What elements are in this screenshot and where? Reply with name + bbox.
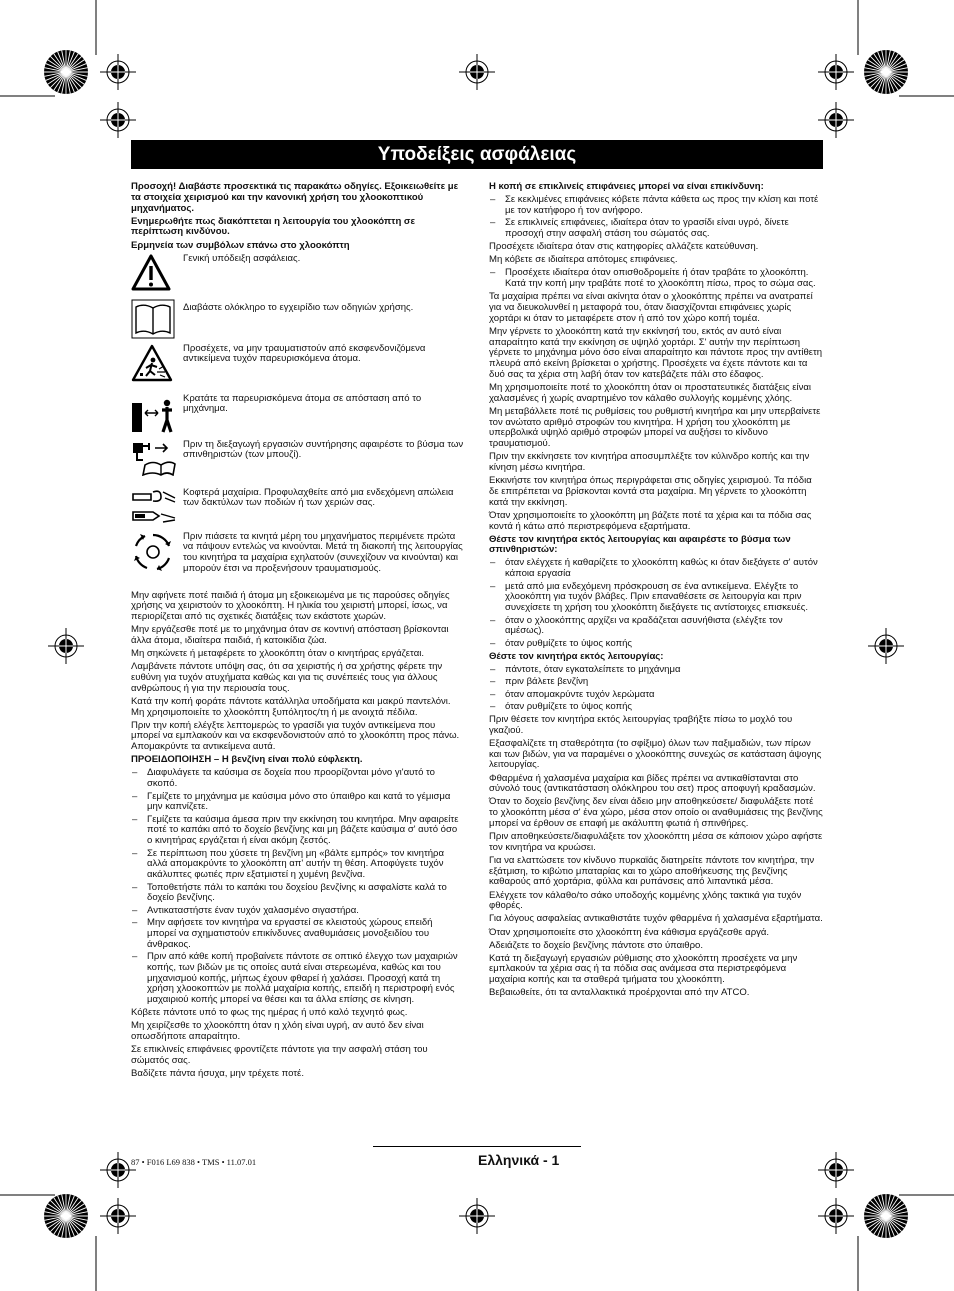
- list-item: – Διαφυλάγετε τα καύσιμα σε δοχεία που προορίζονται μόνο γι'αυτό το σκοπό.: [131, 768, 464, 790]
- list-item: – πριν βάλετε βενζίνη: [489, 677, 823, 688]
- intro-warning: Προσοχή! Διαβάστε προσεκτικά τις παρακάτω οδηγίες. Εξοικειωθείτε με τα στοιχεία χειρισμού και την κανονική χρήση του χλοοκοπτικού μηχανήματος.: [131, 181, 459, 214]
- list-item: – Τοποθετήστε πάλι το καπάκι του δοχείου βενζίνης κι ασφαλίστε καλά το δοχείο βενζίνης.: [131, 883, 464, 905]
- page-number: Ελληνικά - 1: [478, 1152, 560, 1168]
- list-item: – πάντοτε, όταν εγκαταλείπετε το μηχάνημα: [489, 665, 823, 676]
- right-column: [489, 182, 823, 1001]
- paragraph: Κατά την κοπή φοράτε πάντοτε κατάλληλα υποδήματα και μακρύ παντελόνι. Μη χρησιμοποιείτε το χλοοκόπτη ξυπόλητος/τη ή με ανοιχτά πέδιλα.: [131, 695, 451, 718]
- spark-plug-manual-icon: [131, 440, 183, 476]
- stop-engine-list-2: [489, 665, 823, 713]
- intro-emergency-stop: Ενημερωθήτε πως διακόπτεται η λειτουργία του χλοοκόπτη σε περίπτωση κινδύνου.: [131, 215, 415, 238]
- paragraph: Μην γέρνετε το χλοοκόπτη κατά την εκκίνησή του, εκτός αν αυτό είναι απαραίτητο κατά την εκκίνηση σε υψηλό χορτάρι. Σ' αυτήν την περίπτωση γέρνετε το μηχάνημα μόνο όσο είναι απαραίτητο και πάντοτε προς την αντίθετη πλευρά από εκείνη βρίσκεται ο χρήστης. Προσέχετε να έχετε πάντοτε και τα δυό σας τα χέρια στη λαβή όταν τον κατεβάζετε πάλι στο έδαφος.: [489, 325, 823, 380]
- paragraph: Μη χειρίζεσθε το χλοοκόπτη όταν η χλόη είναι υγρή, αν αυτό δεν είναι οπωσδήποτε απαραίτητο.: [131, 1020, 424, 1043]
- symbol-text-keep-distance: Κρατάτε τα παρευρισκόμενα άτομα σε απόσταση από το μηχάνημα.: [183, 392, 422, 415]
- list-item: – μετά από μια ενδεχόμενη πρόσκρουση σε ένα αντικείμενα. Ελέγξτε το χλοοκόπτη για τυχόν βλάβες. Πριν επαναθέσετε σε λειτουργία και πριν συνεχίσετε τη χρήση του χλοοκόπτη διεξάγετε τις αντίστοιχες επισκευές.: [489, 582, 823, 614]
- paragraph: Βαδίζετε πάντα ήσυχα, μην τρέχετε ποτέ.: [131, 1068, 304, 1080]
- keep-distance-icon: [131, 394, 183, 433]
- list-item: – όταν ρυθμίζετε το ύψος κοπής: [489, 702, 823, 713]
- paragraph: Μην εργάζεσθε ποτέ με το μηχάνημα όταν σε κοντινή απόσταση βρίσκονται άλλα άτομα, ιδιαίτερα παιδιά, ή κατοικίδια ζώα.: [131, 624, 449, 646]
- paragraph: Πριν θέσετε τον κινητήρα εκτός λειτουργίας τραβήξτε πίσω το μοχλό του γκαζιού.: [489, 714, 793, 736]
- paragraph: Για λόγους ασφαλείας αντικαθιστάτε τυχόν φθαρμένα ή χαλασμένα εξαρτήματα.: [489, 913, 823, 925]
- list-item: – Σε περίπτωση που χύσετε τη βενζίνη μη «βάλτε εμπρός» τον κινητήρα αλλά απομακρύντε το χλοοκόπτη απ' αυτήν τη θέση. Αποφύγετε τυχόν ακάλυπτες φωτιές πριν εξατμιστεί η χυμένη βενζίνα.: [131, 849, 464, 881]
- paragraph: Εξασφαλίζετε τη σταθερότητα (το σφίξιμο) όλων των παξιμαδιών, των πίρων και των βιδών, για να παραμένει ο χλοοκόπτης συνεχώς σε κατάσταση άψογης λειτουργίας.: [489, 737, 822, 771]
- stop-engine-heading-2: Θέστε τον κινητήρα εκτός λειτουργίας:: [489, 650, 664, 662]
- footer-rule: [373, 1146, 581, 1147]
- list-item: – Προσέχετε ιδιαίτερα όταν οπισθοδρομείτε ή όταν τραβάτε το χλοοκόπτη. Κατά την κοπή μην τραβάτε ποτέ το χλοοκόπτη πίσω, προς το σώμα σας.: [489, 268, 823, 290]
- paragraph: Πριν αποθηκεύσετε/διαφυλάξετε τον χλοοκόπτη μέσα σε κάποιον χώρο αφήστε τον κινητήρα να κρυώσει.: [489, 831, 823, 853]
- symbol-text-rotating-parts: Πριν πιάσετε τα κινητά μέρη του μηχανήματος περιμένετε πρώτα να πάψουν εντελώς να κινούνται. Μετά τη διακοπή της λειτουργίας του κινητήρα τα μαχαίρια εχηλατούν (συνεχίζουν να κινούνται) και μπορούν έτσι να προξενήσουν τραυματισμούς.: [183, 530, 463, 574]
- paragraph: Μη κόβετε σε ιδιαίτερα απότομες επιφάνειες.: [489, 254, 678, 266]
- slope-list: [489, 195, 823, 240]
- list-item: – Γεμίζετε τα καύσιμα άμεσα πριν την εκκίνηση του κινητήρα. Μην αφαιρείτε ποτέ το καπάκι από το δοχείο βενζίνης και μη βάζετε καύσιμα σ' αυτό όσο ο κινητήρας εργάζεται ή είναι ακόμη ζεστός.: [131, 815, 464, 847]
- list-item: – όταν απομακρύντε τυχόν λερώματα: [489, 690, 823, 701]
- paragraph: Βεβαιωθείτε, ότι τα ανταλλακτικά προέρχονται από την ATCO.: [489, 987, 750, 999]
- symbol-row-keep-distance: [131, 394, 464, 440]
- list-item: – όταν ρυθμίζετε το ύψος κοπής: [489, 639, 823, 650]
- paragraph: Προσέχετε ιδιαίτερα όταν στις κατηφορίες αλλάζετε κατεύθυνση.: [489, 241, 759, 253]
- symbol-text-general: Γενική υπόδειξη ασφάλειας.: [183, 252, 301, 264]
- paragraph: Κατά τη διεξαγωγή εργασιών ρύθμισης στο χλοοκόπτη προσέχετε να μην εμπλακούν τα χέρια σας ή τα πόδια σας ανάμεσα στα περιστρεφόμενα μαχαίρια κοπής και τα σταθερά τμήματα του χλοοκόπτη.: [489, 952, 798, 986]
- paragraph: Αδειάζετε το δοχείο βενζίνης πάντοτε στο ύπαιθρο.: [489, 939, 703, 951]
- paragraph: Μη σηκώνετε ή μεταφέρετε το χλοοκόπτη όταν ο κινητήρας εργάζεται.: [131, 648, 424, 660]
- paragraph: Μη χρησιμοποιείτε ποτέ το χλοοκόπτη όταν οι προστατευτικές διατάξεις είναι χαλασμένες ή χωρίς αναρτημένο τον κάλαθο συλλογής κομμένης χλόης.: [489, 381, 812, 404]
- rotating-parts-icon: [131, 532, 183, 572]
- paragraph: Πριν την κοπή ελέγξτε λεπτομερώς το γρασίδι για τυχόν αντικείμενα που μπορεί να εμπλακούν και να εκσφενδονιστούν από το χλοοκόπτη προς πάνω. Απομακρύντε τα αντικείμενα αυτά.: [131, 719, 460, 753]
- list-item: – Γεμίζετε το μηχάνημα με καύσιμα μόνο στο ύπαιθρο και κατά το γέμισμα μην καπνίζετε.: [131, 792, 464, 814]
- paragraph: Μην αφήνετε ποτέ παιδιά ή άτομα μη εξοικειωμένα με τις παρούσες οδηγίες χρήσης να χειριστούν το χλοοκόπτη. Η ηλικία του χειριστή μπορεί, ίσως, να περιορίζεται από τις σχετικές διατάξεις των εκάστοτε χωρών.: [131, 589, 450, 623]
- list-item: – Πριν από κάθε κοπή προβαίνετε πάντοτε σε οπτικό έλεγχο των μαχαιριών κοπής, των βιδών με τις οποίες αυτά είναι στερεωμένα, καθώς και του μηχανισμού κοπής, μήπως έχουν φθαρεί ή χαλάσει. Προσοχή κατά τη χρήση χλοοκοπτών με πολλά μαχαίρια κοπής, επειδή η περιστροφή ενός μαχαιριού κοπής μπορεί να θέσει και τα άλλα επίσης σε κίνηση.: [131, 952, 464, 1006]
- paragraph: Λαμβάνετε πάντοτε υπόψη σας, ότι σα χειριστής ή σα χρήστης φέρετε την ευθύνη για τυχόν ατυχήματα καθώς και για τις συνέπειές τους για άλλους ανθρώπους ή για την περιουσία τους.: [131, 661, 443, 694]
- footer-reference: 87 • F016 L69 838 • TMS • 11.07.01: [131, 1157, 257, 1167]
- paragraph: Κόβετε πάντοτε υπό το φως της ημέρας ή υπό καλό τεχνητό φως.: [131, 1007, 408, 1019]
- symbol-text-manual: Διαβάστε ολόκληρο το εγχειρίδιο των οδηγιών χρήσης.: [183, 301, 414, 313]
- symbol-text-spark-plug: Πριν τη διεξαγωγή εργασιών συντήρησης αφαιρέστε το βύσμα των σπινθηριστών (των μπουζί).: [183, 438, 464, 461]
- paragraph: Φθαρμένα ή χαλασμένα μαχαίρια και βίδες πρέπει να αντικαθίστανται στο σύνολό τους (αντικατάσταση ολόκληρου του σετ) προς αποφυγή κραδασμών.: [489, 772, 816, 795]
- list-item: – Μην αφήσετε τον κινητήρα να εργαστεί σε κλειστούς χώρους επειδή μπορεί να σχηματιστούν επικίνδυνες αναθυμιάσεις μονοξειδίου του άνθρακος.: [131, 918, 464, 950]
- page-title: Υποδείξεις ασφάλειας: [131, 140, 823, 169]
- reverse-list: [489, 268, 823, 290]
- symbol-text-sharp-blades: Κοφτερά μαχαίρια. Προφυλαχθείτε από μια ενδεχόμενη απώλεια των δακτύλων των ποδιών ή των χεριών σας.: [183, 486, 454, 509]
- symbol-row-thrown-objects: [131, 344, 464, 394]
- paragraph: Όταν χρησιμοποιείτε στο χλοοκόπτη ένα κάθισμα εργάζεσθε αργά.: [489, 926, 770, 938]
- paragraph: Πριν την εκκίνησετε τον κινητήρα αποσυμπλέξτε τον κύλινδρο κοπής και την κίνηση μέσω κινητήρα.: [489, 451, 810, 474]
- list-item: – όταν ο χλοοκόπτης αρχίζει να κραδάζεται ασυνήθιστα (ελέγξτε τον αμέσως).: [489, 616, 823, 638]
- paragraph: Εκκινήστε τον κινητήρα όπως περιγράφεται στις οδηγίες χειρισμού. Τα πόδια δε επιτρέπεται να βρίσκονται κοντά στα μαχαίρια. Μη γέρνετε το χλοοκόπτη κατά την εκκίνηση.: [489, 475, 812, 508]
- fuel-list: [131, 768, 464, 1006]
- symbols-heading: Ερμηνεία των συμβόλων επάνω στο χλοοκόπτη: [131, 239, 350, 251]
- symbol-row-manual: [131, 299, 464, 344]
- paragraph: Για να ελαττώσετε τον κίνδυνο πυρκαϊάς διατηρείτε πάντοτε τον κινητήρα, την εξάτμιση, το κιβώτιο μπαταρίας και το χώρο αποθήκευσης της βενζίνης καθαρούς από χορτάρια, φύλλα και ρυπάνσεις από λιπαντικά μέσα.: [489, 854, 815, 888]
- list-item: – όταν ελέγχετε ή καθαρίζετε το χλοοκόπτη καθώς κι όταν διεξάγετε σ' αυτόν κάποια εργασία: [489, 558, 823, 580]
- open-book-icon: [131, 299, 183, 339]
- slope-heading: Η κοπή σε επικλινείς επιφάνειες μπορεί να είναι επικίνδυνη:: [489, 181, 764, 192]
- thrown-objects-icon: [131, 344, 183, 382]
- left-column: [131, 182, 464, 1082]
- paragraph: Μη μεταβάλλετε ποτέ τις ρυθμίσεις του ρυθμιστή κινητήρα και μην υπερβαίνετε τον ανώτατο αριθμό στροφών του κινητήρα. Η χρήση του χλοοκόπτη με υπερβολικά υψηλό αριθμό στροφών μπορεί να αυξήσει το κίνδυνο τραυματισμού.: [489, 405, 821, 450]
- symbol-text-thrown-objects: Προσέχετε, να μην τραυματιστούν από εκσφενδονιζόμενα αντικείμενα τυχόν παρευρισκόμενα άτομα.: [183, 342, 426, 365]
- paragraph: Όταν το δοχείο βενζίνης δεν είναι άδειο μην αποθηκεύσετε/ διαφυλάξετε ποτέ το χλοοκόπτη μέσα σ' ένα χώρο, μέσα στον οποίο οι αναθυμιάσεις της βενζίνης μπορεί να έρθουν σε επαφή με ακάλυπτη φωτιά ή σπινθήρες.: [489, 796, 823, 829]
- stop-engine-list: [489, 558, 823, 649]
- symbol-row-rotating-parts: [131, 532, 464, 591]
- paragraph: Όταν χρησιμοποιείτε το χλοοκόπτη μη βάζετε ποτέ τα χέρια και τα πόδια σας κοντά ή κάτω από περιστρεφόμενα εξαρτήματα.: [489, 509, 812, 532]
- list-item: – Σε κεκλιμένες επιφάνειες κόβετε πάντα κάθετα ως προς την κλίση και ποτέ με τον κατήφορο ή τον ανήφορο.: [489, 195, 823, 217]
- paragraph: Τα μαχαίρια πρέπει να είναι ακίνητα όταν ο χλοοκόπτης πρέπει να ανατραπεί για να διευκολυνθεί η μεταφορά του, όταν διασχίζονται επιφάνειες χωρίς χορτάρι κι όταν το μεταφέρετε στον ή από τον χώρο κοπή τομέα.: [489, 291, 813, 324]
- stop-engine-heading: Θέστε τον κινητήρα εκτός λειτουργίας και αφαιρέστε το βύσμα των σπινθηριστών:: [489, 533, 791, 556]
- fuel-warning-heading: ΠΡΟΕΙΔΟΠΟΙΗΣΗ – Η βενζίνη είναι πολύ εύφλεκτη.: [131, 754, 363, 766]
- list-item: – Αντικαταστήστε έναν τυχόν χαλασμένο σιγαστήρα.: [131, 906, 464, 917]
- symbol-row-general: [131, 254, 464, 299]
- paragraph: Σε επικλινείς επιφάνειες φροντίζετε πάντοτε για την ασφαλή στάση του σώματός σας.: [131, 1044, 428, 1066]
- symbol-row-spark-plug: [131, 440, 464, 488]
- list-item: – Σε επικλινείς επιφάνειες, ιδιαίτερα όταν το γρασίδι είναι υγρό, δίνετε προσοχή στην ασφαλή στάση του σώματός σας.: [489, 218, 823, 240]
- symbol-row-sharp-blades: [131, 488, 464, 532]
- paragraph: Ελέγχετε τον κάλαθο/το σάκο υποδοχής κομμένης χλόης τακτικά για τυχόν φθορές.: [489, 889, 802, 912]
- warning-triangle-icon: [131, 254, 183, 292]
- sharp-blades-icon: [131, 488, 183, 528]
